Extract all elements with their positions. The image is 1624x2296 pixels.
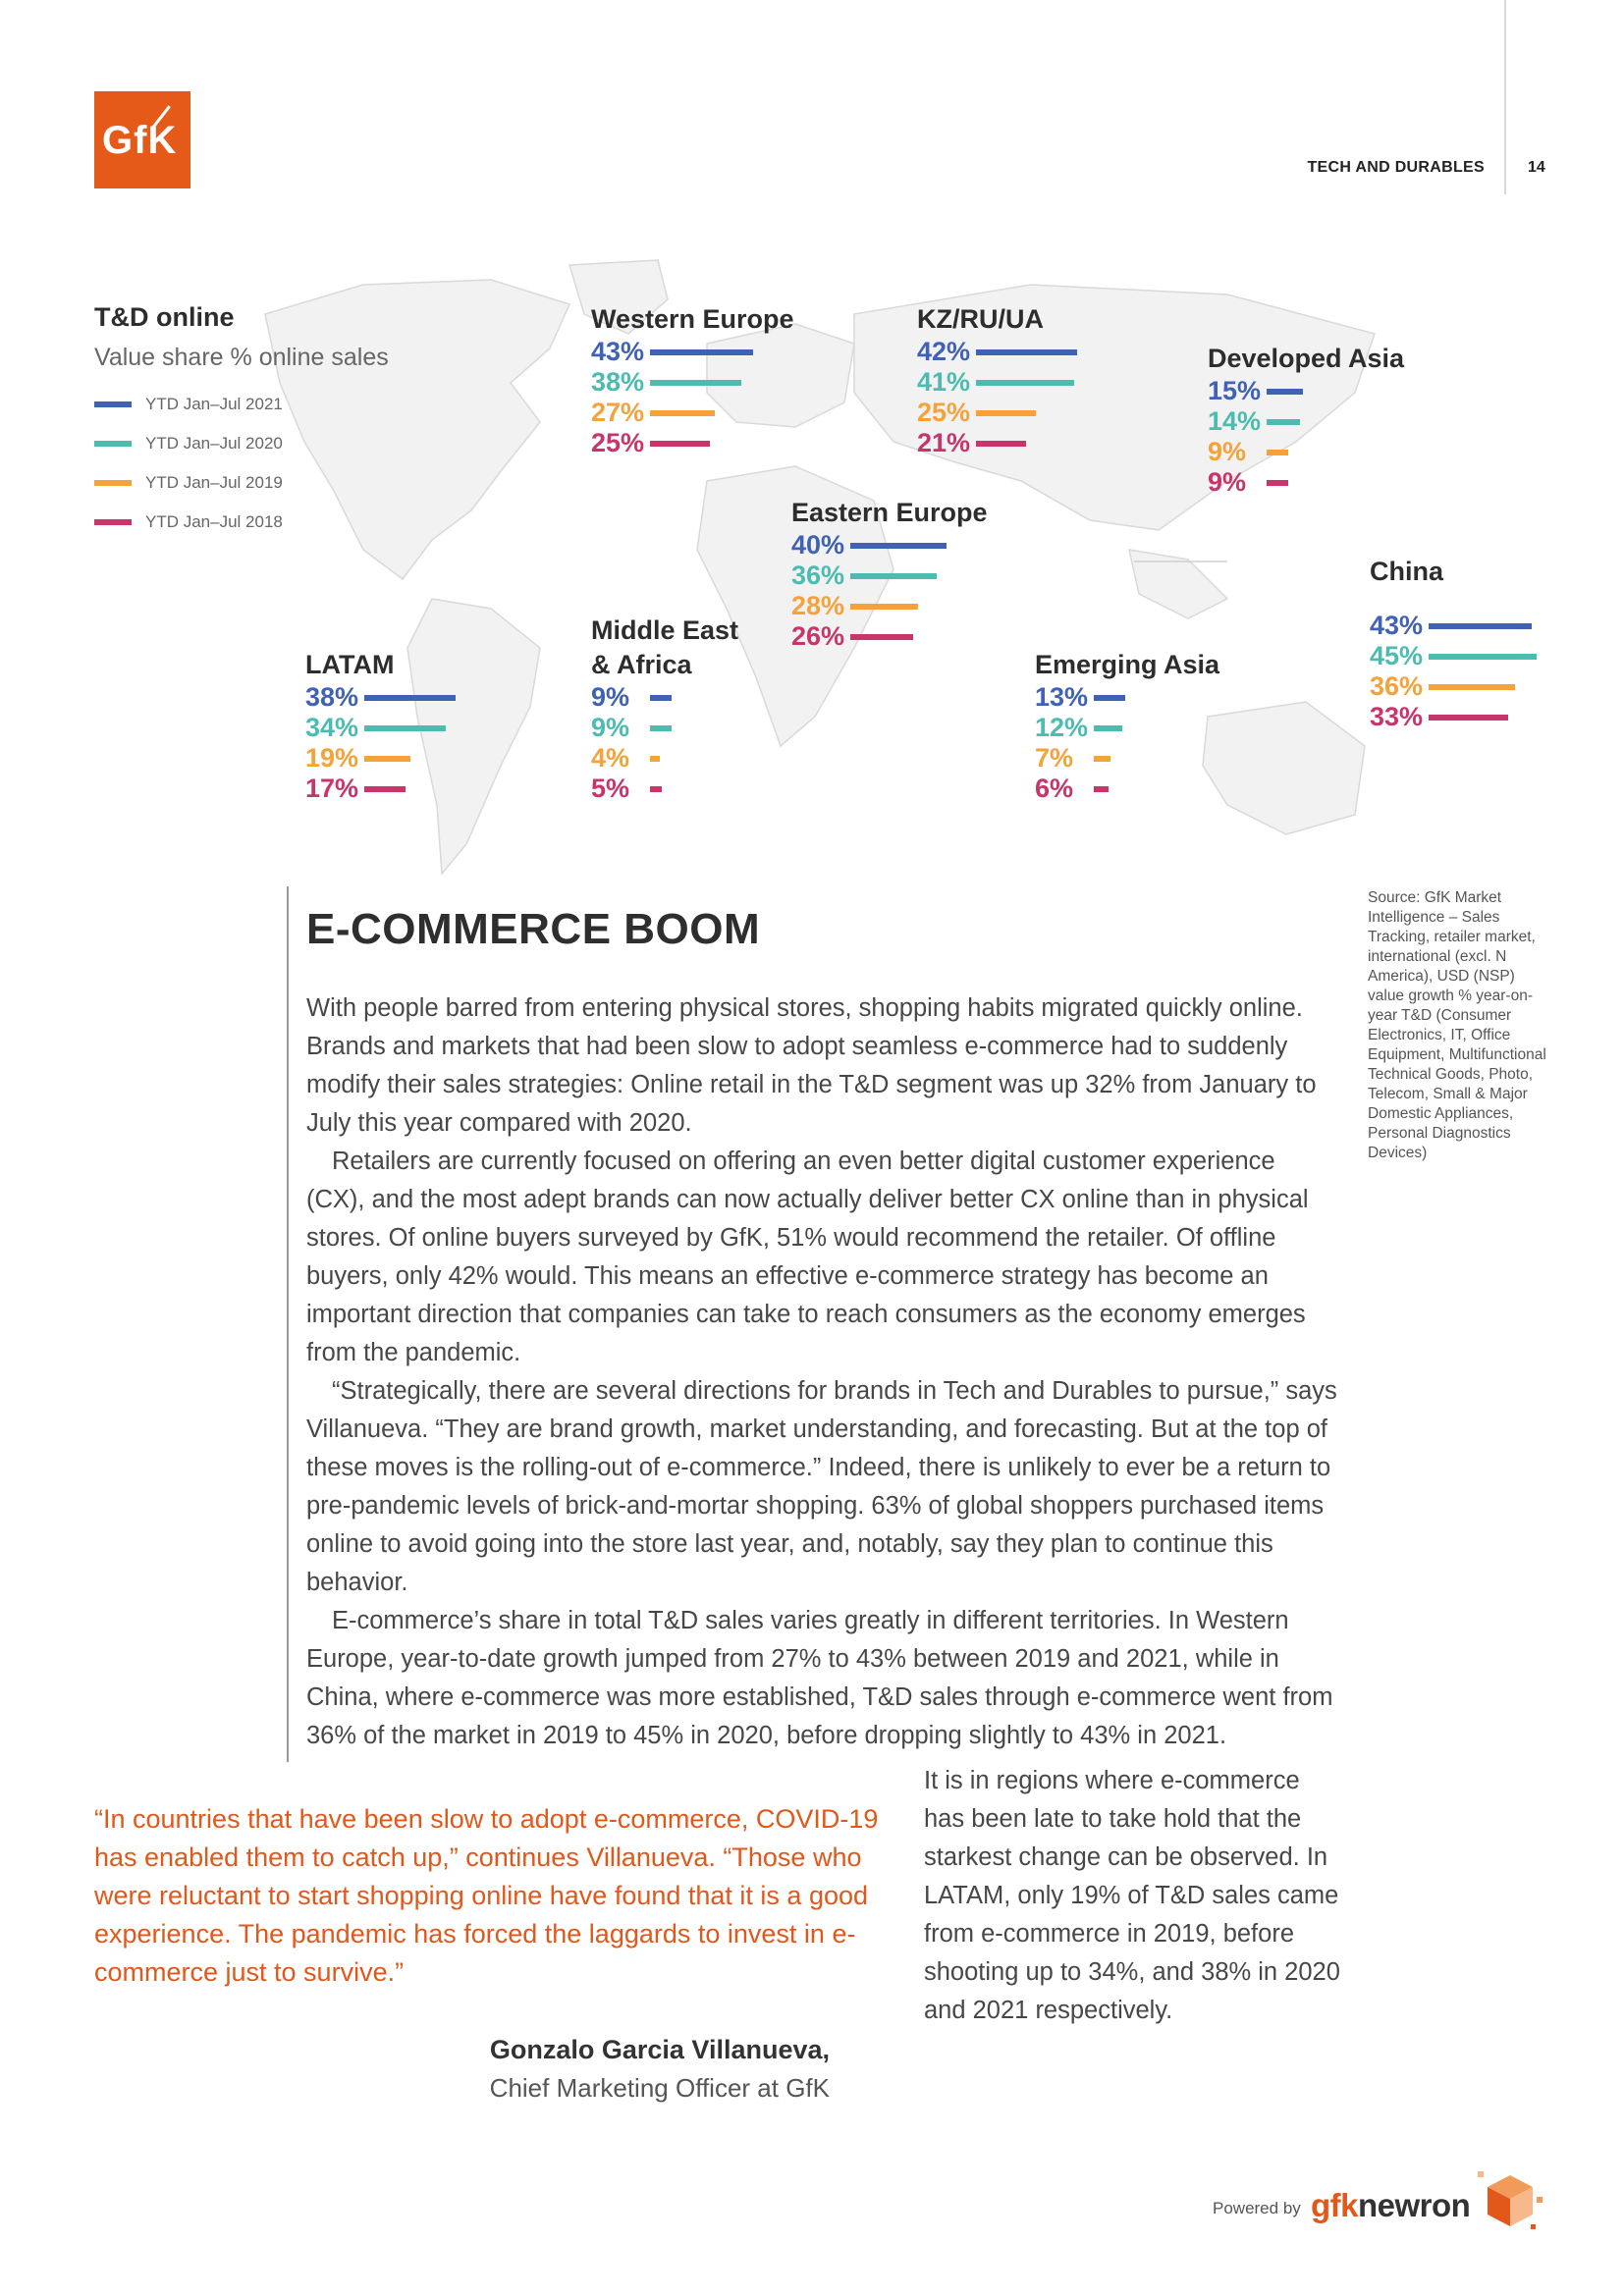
- bar-row-2018: [1370, 702, 1537, 732]
- region-middle-east-africa: [591, 614, 738, 804]
- legend-item-2020: [94, 424, 283, 463]
- article-body: [306, 989, 1337, 1755]
- gfknewron-cube-icon: [1476, 2167, 1544, 2236]
- legend-swatch: [94, 441, 132, 447]
- region-latam: [305, 648, 456, 804]
- region-bars: [791, 530, 988, 652]
- bar-row-2018: [591, 774, 738, 804]
- bar-value-label: 9%: [1208, 467, 1247, 497]
- legend-subtitle: Value share % online sales: [94, 344, 389, 371]
- legend-item-2021: [94, 385, 283, 424]
- legend-label: YTD Jan–Jul 2019: [145, 473, 283, 492]
- bar-value-label: 33%: [1370, 702, 1424, 731]
- bar-2021: [976, 349, 1077, 355]
- quote-role: Chief Marketing Officer at GfK: [489, 2073, 830, 2103]
- bar-2021: [364, 695, 456, 701]
- region-kz-ru-ua: [917, 302, 1077, 458]
- bar-value-label: 27%: [591, 398, 645, 427]
- bar-value-label: 14%: [1208, 406, 1262, 436]
- article-paragraph: Retailers are currently focused on offering an even better digital customer experience (CX), and the most adept brands can now actually deliver better CX online than in physical stores. Of online buyers surveyed by GfK, 51% would recommend the retailer. Of offline buyers, only 42% would. This means an effective e-commerce strategy has become an important direction that companies can take to reach consumers as the economy emerges from the pandemic.: [306, 1148, 1309, 1366]
- bar-value-label: 25%: [917, 398, 971, 427]
- bar-row-2018: [917, 428, 1077, 458]
- region-title-line-2: & Africa: [591, 650, 692, 679]
- bar-2020: [1267, 419, 1300, 425]
- article-continuation: It is in regions where e-commerce has been late to take hold that the starkest change can be observed. In LATAM, only 19% of T&D sales came from e-commerce in 2019, before shooting up to 34%, and 38% in 2020 and 2021 respectively.: [924, 1767, 1340, 2024]
- legend-list: [94, 385, 283, 542]
- bar-row-2021: [1035, 682, 1219, 713]
- bar-2020: [850, 573, 937, 579]
- legend-swatch: [94, 480, 132, 486]
- bar-row-2021: [1208, 376, 1404, 406]
- bar-value-label: 34%: [305, 713, 359, 742]
- quote-author: Gonzalo Garcia Villanueva,: [489, 2035, 830, 2064]
- bar-row-2018: [791, 621, 988, 652]
- bar-value-label: 38%: [305, 682, 359, 712]
- bar-value-label: 15%: [1208, 376, 1262, 405]
- bar-value-label: 21%: [917, 428, 971, 457]
- article-paragraph: E-commerce’s share in total T&D sales varies greatly in different territories. In Western Europe, year-to-date growth jumped from 27% to 43% between 2019 and 2021, while in China, where e-commerce was more established, T&D sales through e-commerce went from 36% of the market in 2019 to 45% in 2020, before dropping slightly to 43% in 2021.: [306, 1607, 1333, 1749]
- bar-row-2020: [791, 561, 988, 591]
- header-divider: [1504, 0, 1506, 194]
- bar-value-label: 9%: [591, 682, 630, 712]
- region-title: Western Europe: [591, 304, 794, 334]
- bar-row-2019: [305, 743, 456, 774]
- bar-value-label: 28%: [791, 591, 845, 620]
- bar-2020: [364, 725, 446, 731]
- bar-2019: [1429, 684, 1515, 690]
- bar-value-label: 6%: [1035, 774, 1074, 803]
- bar-value-label: 26%: [791, 621, 845, 651]
- bar-2019: [650, 410, 715, 416]
- bar-value-label: 9%: [591, 713, 630, 742]
- region-eastern-europe: [791, 496, 988, 652]
- region-bars: [591, 682, 738, 804]
- bar-value-label: 40%: [791, 530, 845, 560]
- bar-row-2018: [1208, 467, 1404, 498]
- bar-row-2018: [591, 428, 794, 458]
- logo-text: GfK: [102, 119, 178, 162]
- bar-row-2021: [1370, 611, 1537, 641]
- gfknewron-logo: [1311, 2187, 1470, 2224]
- legend-title: T&D online: [94, 302, 235, 332]
- source-note: Source: GfK Market Intelligence – Sales Tracking, retailer market, international (excl. N America), USD (NSP) value growth % year-on-year T&D (Consumer Electronics, IT, Office Equipment, Multifunctional Technical Goods, Photo, Telecom, Small & Major Domestic Appliances, Personal Diagnostics Devices): [1368, 889, 1546, 1161]
- bar-value-label: 17%: [305, 774, 359, 803]
- bar-2020: [1094, 725, 1122, 731]
- bar-value-label: 38%: [591, 367, 645, 397]
- bar-value-label: 9%: [1208, 437, 1247, 466]
- page-number: 14: [1528, 159, 1545, 176]
- bar-2019: [364, 756, 410, 762]
- region-bars: [1208, 376, 1404, 498]
- bar-row-2019: [1035, 743, 1219, 774]
- bar-2018: [1094, 786, 1109, 792]
- region-title: China: [1370, 557, 1444, 586]
- legend-label: YTD Jan–Jul 2018: [145, 512, 283, 531]
- bar-2019: [1267, 450, 1288, 455]
- bar-2018: [1429, 715, 1508, 721]
- north-america-shape: [265, 280, 569, 579]
- bar-row-2020: [1208, 406, 1404, 437]
- bar-2018: [650, 441, 710, 447]
- region-china: [1370, 555, 1537, 732]
- bar-2020: [1429, 654, 1537, 660]
- bar-row-2019: [1208, 437, 1404, 467]
- legend-swatch: [94, 401, 132, 407]
- bar-2021: [1429, 623, 1532, 629]
- region-title: LATAM: [305, 650, 395, 679]
- legend-item-2019: [94, 463, 283, 503]
- region-bars: [917, 337, 1077, 458]
- bar-row-2020: [305, 713, 456, 743]
- powered-by-label: Powered by: [1213, 2199, 1301, 2217]
- article-paragraph: With people barred from entering physical stores, shopping habits migrated quickly online. Brands and markets that had been slow to adopt seamless e-commerce had to suddenly modify their sales strategies: Online retail in the T&D segment was up 32% from January to July this year compared with 2020.: [306, 994, 1317, 1137]
- pull-quote: “In countries that have been slow to adopt e-commerce, COVID-19 has enabled them to catch up,” continues Villanueva. “Those who were reluctant to start shopping online have found that it is a good experience. The pandemic has forced the laggards to invest in e-commerce just to survive.”: [94, 1804, 879, 1987]
- bar-2020: [976, 380, 1074, 386]
- bar-value-label: 36%: [791, 561, 845, 590]
- bar-value-label: 12%: [1035, 713, 1089, 742]
- bar-row-2019: [591, 398, 794, 428]
- bar-row-2019: [917, 398, 1077, 428]
- region-emerging-asia: [1035, 648, 1219, 804]
- bar-value-label: 25%: [591, 428, 645, 457]
- brand-suffix: newron: [1358, 2187, 1471, 2223]
- bar-row-2020: [1035, 713, 1219, 743]
- region-bars: [591, 337, 794, 458]
- bar-row-2019: [791, 591, 988, 621]
- region-bars: [1370, 611, 1537, 732]
- bar-2020: [650, 725, 672, 731]
- bar-2021: [650, 695, 672, 701]
- bar-2021: [850, 543, 947, 549]
- bar-2018: [1267, 480, 1288, 486]
- bar-value-label: 4%: [591, 743, 630, 773]
- article-paragraph: “Strategically, there are several directions for brands in Tech and Durables to pursue,” says Villanueva. “They are brand growth, market understanding, and forecasting. But at the top of these moves is the rolling-out of e-commerce.” Indeed, there is unlikely to ever be a return to pre-pandemic levels of brick-and-mortar shopping. 63% of global shoppers purchased items online to avoid going into the store last year, and, notably, say they plan to continue this behavior.: [306, 1377, 1337, 1596]
- bar-2019: [650, 756, 660, 762]
- bar-row-2021: [591, 682, 738, 713]
- bar-2019: [850, 604, 918, 610]
- bar-value-label: 45%: [1370, 641, 1424, 670]
- article-rule: [287, 886, 289, 1762]
- bar-row-2020: [917, 367, 1077, 398]
- region-title: KZ/RU/UA: [917, 304, 1044, 334]
- legend-label: YTD Jan–Jul 2021: [145, 395, 283, 413]
- bar-2019: [976, 410, 1036, 416]
- region-title-line-1: Middle East: [591, 615, 739, 645]
- bar-2021: [650, 349, 753, 355]
- article-heading: E-COMMERCE BOOM: [306, 905, 761, 953]
- bar-value-label: 43%: [1370, 611, 1424, 640]
- bar-2021: [1267, 389, 1303, 395]
- bar-2020: [650, 380, 741, 386]
- legend-item-2018: [94, 503, 283, 542]
- bar-row-2020: [591, 713, 738, 743]
- region-bars: [1035, 682, 1219, 804]
- bar-value-label: 19%: [305, 743, 359, 773]
- bar-value-label: 36%: [1370, 671, 1424, 701]
- bar-row-2021: [917, 337, 1077, 367]
- bar-2018: [976, 441, 1026, 447]
- bar-value-label: 41%: [917, 367, 971, 397]
- bar-2018: [364, 786, 406, 792]
- bar-row-2021: [791, 530, 988, 561]
- region-title: Emerging Asia: [1035, 650, 1220, 679]
- bar-row-2019: [1370, 671, 1537, 702]
- southeast-asia-shape: [1129, 550, 1227, 618]
- bar-value-label: 43%: [591, 337, 645, 366]
- bar-row-2021: [591, 337, 794, 367]
- bar-2018: [650, 786, 662, 792]
- section-title: TECH AND DURABLES: [1307, 159, 1485, 176]
- region-title: Developed Asia: [1208, 344, 1405, 373]
- bar-row-2019: [591, 743, 738, 774]
- australia-shape: [1203, 702, 1365, 834]
- bar-row-2018: [1035, 774, 1219, 804]
- region-western-europe: [591, 302, 794, 458]
- region-title: Eastern Europe: [791, 498, 988, 527]
- legend-swatch: [94, 519, 132, 525]
- bar-row-2021: [305, 682, 456, 713]
- bar-2021: [1094, 695, 1125, 701]
- region-developed-asia: [1208, 342, 1404, 498]
- bar-2018: [850, 634, 913, 640]
- bar-row-2018: [305, 774, 456, 804]
- bar-row-2020: [1370, 641, 1537, 671]
- bar-value-label: 7%: [1035, 743, 1074, 773]
- gfk-logo: [94, 91, 190, 188]
- bar-2019: [1094, 756, 1110, 762]
- bar-row-2020: [591, 367, 794, 398]
- brand-prefix: gfk: [1311, 2187, 1358, 2223]
- region-bars: [305, 682, 456, 804]
- bar-value-label: 13%: [1035, 682, 1089, 712]
- bar-value-label: 42%: [917, 337, 971, 366]
- legend-label: YTD Jan–Jul 2020: [145, 434, 283, 453]
- bar-value-label: 5%: [591, 774, 630, 803]
